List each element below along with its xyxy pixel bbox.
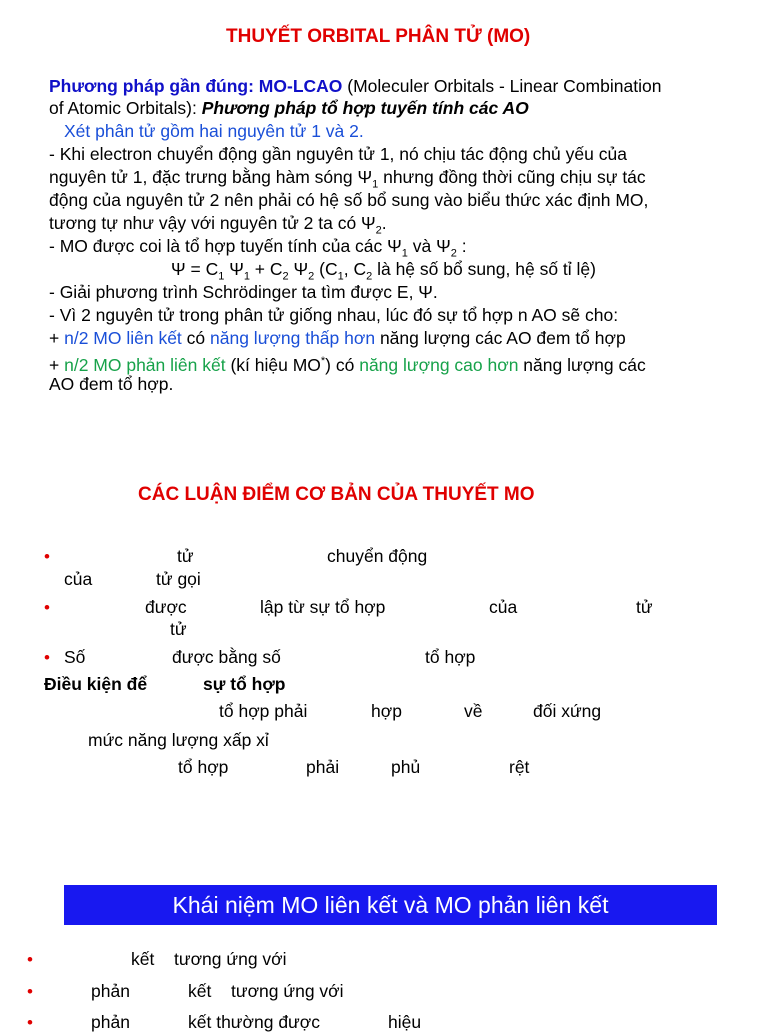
- fragment: phản: [91, 1012, 130, 1032]
- plus2-text: (kí hiệu MO: [225, 354, 321, 375]
- fragment: tử: [177, 546, 194, 566]
- subscript: 1: [337, 270, 344, 283]
- bonding-mo-term: n/2 MO liên kết: [64, 328, 182, 348]
- fragment: tương ứng với: [231, 981, 344, 1001]
- formula-text: Ψ: [288, 259, 309, 279]
- fragment: tổ hợp: [178, 757, 229, 777]
- method-emphasis: Phương pháp tổ hợp tuyến tính các AO: [201, 98, 529, 118]
- para4-line: - Vì 2 nguyên tử trong phân tử giống nhau, lúc đó sự tổ hợp n AO sẽ cho:: [49, 305, 619, 325]
- fragment: kết thường được: [188, 1012, 320, 1032]
- plus-sign: +: [49, 354, 65, 375]
- para2-text: và Ψ: [407, 236, 451, 256]
- fragment: Số: [64, 647, 86, 667]
- subscript: 1: [218, 270, 225, 283]
- fragment: của: [64, 569, 93, 589]
- subscript: 2: [282, 270, 289, 283]
- para1-text: nguyên tử 1, đặc trưng bằng hàm sóng Ψ: [49, 167, 373, 187]
- fragment: tương ứng với: [174, 949, 287, 969]
- formula-text: (C: [314, 259, 338, 279]
- fragment: tử: [636, 597, 653, 617]
- antibonding-mo-line-2: AO đem tổ hợp.: [49, 374, 174, 394]
- fragment: chuyển động: [327, 546, 428, 566]
- fragment: được bằng số: [172, 647, 281, 667]
- fragment: phủ: [391, 757, 421, 777]
- subscript: 2: [308, 270, 315, 283]
- formula-text: là hệ số bổ sung, hệ số tỉ lệ): [372, 259, 596, 279]
- formula-text: + C: [249, 259, 283, 279]
- fragment: lập từ sự tổ hợp: [260, 597, 386, 617]
- para1-line-1: - Khi electron chuyển động gần nguyên tử 1, nó chịu tác động chủ yếu của: [49, 144, 627, 164]
- bullet-marker: •: [27, 982, 33, 1001]
- method-desc-2: of Atomic Orbitals):: [49, 98, 202, 118]
- fragment: tử: [170, 619, 187, 639]
- higher-energy-term: năng lượng cao hơn: [359, 354, 519, 375]
- bonding-mo-line: [49, 327, 626, 349]
- consider-line: Xét phân tử gồm hai nguyên tử 1 và 2.: [64, 121, 364, 141]
- para3-line: - Giải phương trình Schrödinger ta tìm được E, Ψ.: [49, 282, 438, 302]
- page-title: THUYẾT ORBITAL PHÂN TỬ (MO): [226, 26, 531, 47]
- subscript: 2: [375, 224, 382, 237]
- plus2-text: năng lượng các: [518, 354, 646, 375]
- para1-text: .: [381, 213, 387, 233]
- fragment: được: [145, 597, 187, 617]
- subscript: 1: [243, 270, 250, 283]
- plus2-text: ) có: [325, 354, 360, 375]
- method-label: Phương pháp gần đúng: MO-LCAO: [49, 76, 343, 96]
- bullet-marker: •: [44, 547, 50, 566]
- para2-text: :: [456, 236, 467, 256]
- formula-text: Ψ: [224, 259, 244, 279]
- plus1-text: năng lượng các AO đem tổ hợp: [375, 328, 626, 348]
- subscript: 1: [372, 178, 379, 191]
- para1-text: nhưng đồng thời cũng chịu sự tác: [378, 167, 646, 187]
- fragment: đối xứng: [533, 701, 602, 721]
- fragment: tổ hợp: [425, 647, 476, 667]
- para1-line-3: động của nguyên tử 2 nên phải có hệ số bổ sung vào biểu thức xác định MO,: [49, 190, 649, 210]
- para2-text: - MO được coi là tổ hợp tuyến tính của các Ψ: [49, 236, 402, 256]
- plus-sign: +: [49, 328, 65, 348]
- plus1-text: có: [181, 328, 211, 348]
- fragment: tử gọi: [156, 569, 201, 589]
- fragment: rệt: [509, 757, 530, 777]
- fragment: kết: [188, 981, 212, 1001]
- fragment: phản: [91, 981, 130, 1001]
- bullet-marker: •: [27, 1013, 33, 1032]
- method-desc: (Moleculer Orbitals - Linear Combination: [342, 76, 662, 96]
- fragment: hợp: [371, 701, 402, 721]
- section-title: CÁC LUẬN ĐIỂM CƠ BẢN CỦA THUYẾT MO: [138, 484, 535, 505]
- fragment: về: [464, 701, 483, 721]
- method-line-2: [49, 97, 529, 119]
- fragment: tổ hợp phải: [219, 701, 308, 721]
- antibonding-mo-line: [49, 350, 646, 376]
- antibonding-mo-term: n/2 MO phản liên kết: [64, 354, 226, 375]
- condition-heading-2: sự tổ hợp: [203, 674, 286, 694]
- bullet-marker: •: [44, 648, 50, 667]
- subscript: 1: [401, 247, 408, 260]
- bullet-marker: •: [27, 950, 33, 969]
- superscript: *: [320, 355, 326, 367]
- subscript: 2: [450, 247, 457, 260]
- fragment: hiệu: [388, 1012, 422, 1032]
- fragment: phải: [306, 757, 340, 777]
- condition-heading: Điều kiện để: [44, 674, 148, 694]
- lower-energy-term: năng lượng thấp hơn: [210, 328, 376, 348]
- fragment: mức năng lượng xấp xỉ: [88, 730, 269, 750]
- subscript: 2: [366, 270, 373, 283]
- fragment: kết: [131, 949, 155, 969]
- fragment: của: [489, 597, 518, 617]
- section-banner: Khái niệm MO liên kết và MO phản liên kết: [64, 885, 717, 925]
- formula-text: , C: [343, 259, 367, 279]
- method-line-1: [49, 75, 661, 97]
- para1-text: tương tự như vậy với nguyên tử 2 ta có Ψ: [49, 213, 376, 233]
- bullet-marker: •: [44, 598, 50, 617]
- formula-text: Ψ = C: [171, 259, 219, 279]
